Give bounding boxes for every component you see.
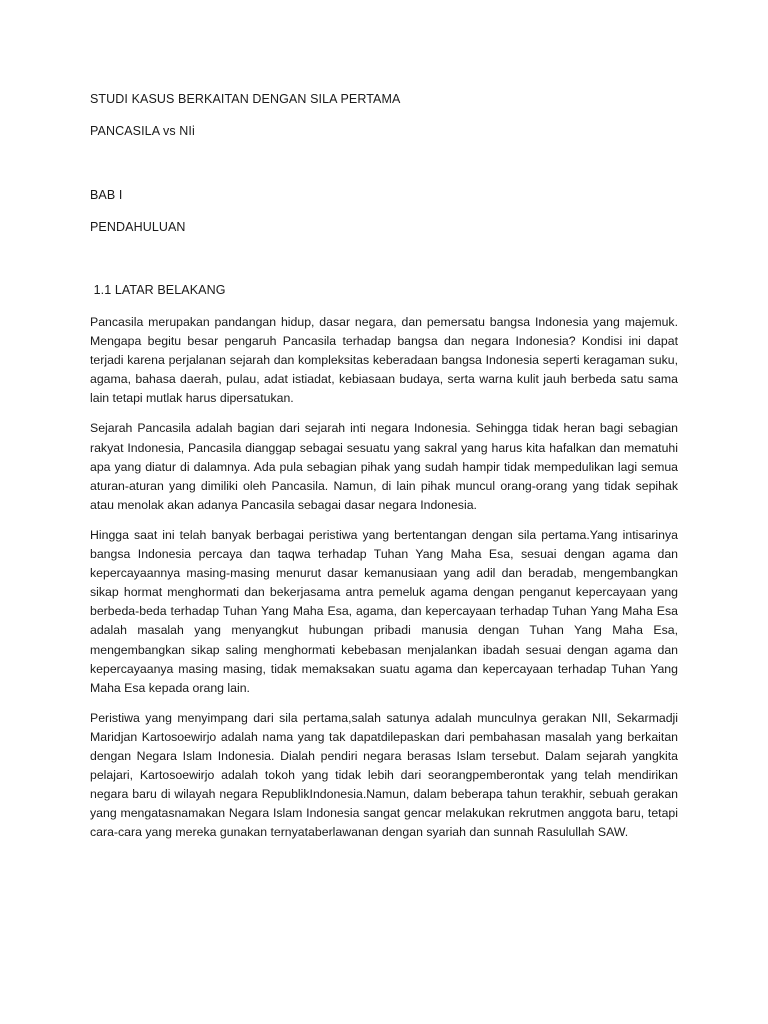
chapter-number: BAB I xyxy=(90,188,123,202)
document-subtitle: PANCASILA vs NIi xyxy=(90,124,195,138)
paragraph-4: Peristiwa yang menyimpang dari sila pertama,salah satunya adalah munculnya gerakan NII, Sekarmadji Maridjan Kartosoewirjo adalah nama yang tak dapatdilepaskan dari pembahasan masalah yang berkaitan dengan Negara Islam Indonesia. Dialah pendiri negara berasas Islam tersebut. Dalam sejarah yangkita pelajari, Kartosoewirjo adalah tokoh yang tidak lebih dari seorangpemberontak yang telah mendirikan negara baru di wilayah negara RepublikIndonesia.Namun, dalam beberapa tahun terakhir, sebuah gerakan yang mengatasnamakan Negara Islam Indonesia sangat gencar melakukan rekrutmen anggota baru, tetapi cara-cara yang mereka gunakan ternyataberlawanan dengan syariah dan sunnah Rasulullah SAW. xyxy=(90,710,678,840)
body-text xyxy=(90,313,678,853)
section-heading: 1.1 LATAR BELAKANG xyxy=(90,283,226,297)
paragraph-1: Pancasila merupakan pandangan hidup, dasar negara, dan pemersatu bangsa Indonesia yang majemuk. Mengapa begitu besar pengaruh Pancasila terhadap bangsa dan negara Indonesia? Kondisi ini dapat terjadi karena perjalanan sejarah dan kompleksitas keberadaan bangsa Indonesia seperti keragaman suku, agama, bahasa daerah, pulau, adat istiadat, kebiasaan budaya, serta warna kulit jauh berbeda satu sama lain tetapi mutlak harus dipersatukan. xyxy=(90,315,678,406)
chapter-title: PENDAHULUAN xyxy=(90,220,186,234)
document-title: STUDI KASUS BERKAITAN DENGAN SILA PERTAMA xyxy=(90,92,401,106)
paragraph-2: Sejarah Pancasila adalah bagian dari sejarah inti negara Indonesia. Sehingga tidak heran bagi sebagian rakyat Indonesia, Pancasila dianggap sebagai sesuatu yang sakral yang harus kita hafalkan dan mematuhi apa yang diatur di dalamnya. Ada pula sebagian pihak yang sudah hampir tidak mempedulikan lagi semua aturan-aturan yang dimiliki oleh Pancasila. Namun, di lain pihak muncul orang-orang yang tidak sepihak atau menolak akan adanya Pancasila sebagai dasar negara Indonesia. xyxy=(90,421,678,512)
paragraph-3: Hingga saat ini telah banyak berbagai peristiwa yang bertentangan dengan sila pertama.Yang intisarinya bangsa Indonesia percaya dan taqwa terhadap Tuhan Yang Maha Esa, sesuai dengan agama dan kepercayaannya masing-masing menurut dasar kemanusiaan yang adil dan beradab, mengembangkan sikap hormat menghormati dan bekerjasama antra pemeluk agama dengan penganut kepercayaan yang berbeda-beda terhadap Tuhan Yang Maha Esa, agama, dan kepercayaan terhadap Tuhan Yang Maha Esa adalah masalah yang menyangkut hubungan pribadi manusia dengan Tuhan Yang Maha Esa, mengembangkan sikap saling menghormati kebebasan menjalankan ibadah sesuai dengan agama dan kepercayaanya masing masing, tidak memaksakan suatu agama dan kepercayaan terhadap Tuhan Yang Maha Esa kepada orang lain. xyxy=(90,527,678,695)
